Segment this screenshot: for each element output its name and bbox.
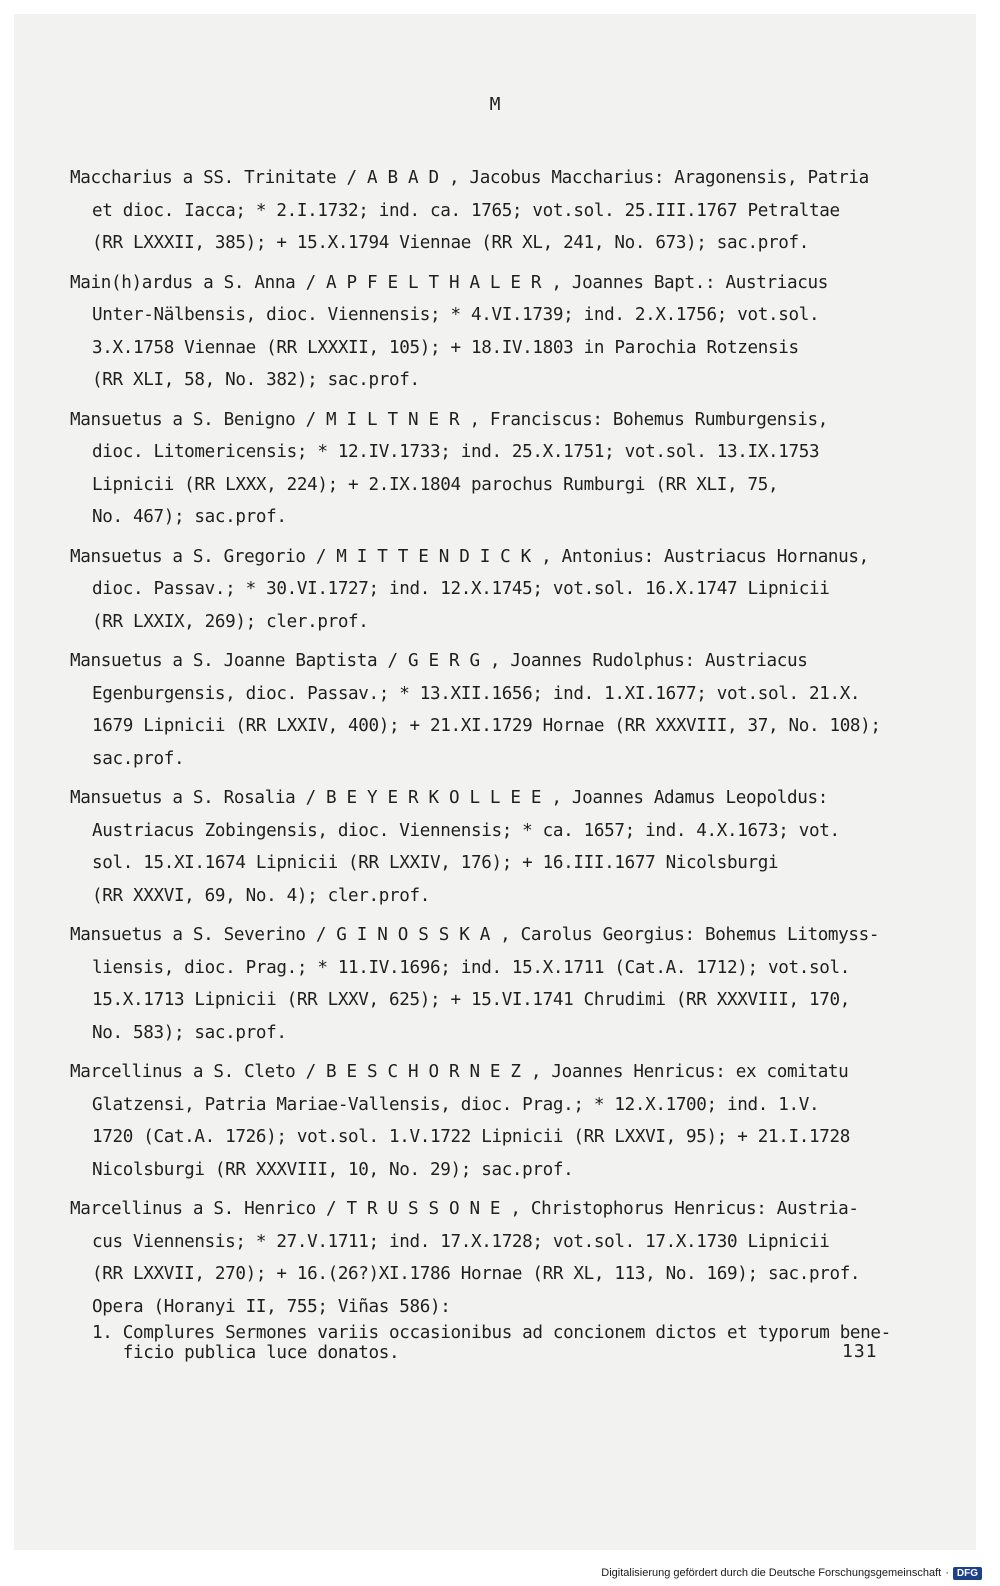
section-letter: M (489, 94, 501, 115)
entry-opera-heading: Opera (Horanyi II, 755; Viñas 586): (92, 1296, 451, 1317)
entry-line: Mansuetus a S. Gregorio / M I T T E N D I C K , Antonius: Austriacus Hornanus, (70, 546, 869, 567)
footer-separator: · (945, 1567, 949, 1579)
entry-ginosska (70, 919, 920, 1049)
entry-line: dioc. Litomericensis; * 12.IV.1733; ind. 25.X.1751; vot.sol. 13.IX.1753 (92, 442, 820, 462)
entry-beyerkollee (70, 782, 920, 912)
entry-abad (70, 162, 920, 260)
entry-line: sol. 15.XI.1674 Lipnicii (RR LXXIV, 176); + 16.III.1677 Nicolsburgi (92, 853, 779, 873)
entry-gerg (70, 645, 920, 775)
entry-line: Marcellinus a S. Henrico / T R U S S O N E , Christophorus Henricus: Austria- (70, 1199, 859, 1219)
entry-line: Mansuetus a S. Severino / G I N O S S K A , Carolus Georgius: Bohemus Litomyss- (70, 925, 880, 945)
entry-line: Mansuetus a S. Rosalia / B E Y E R K O L L E E , Joannes Adamus Leopoldus: (70, 788, 828, 808)
page-number: 131 (842, 1341, 878, 1362)
entry-line: (RR LXXVII, 270); + 16.(26?)XI.1786 Hornae (RR XL, 113, No. 169); sac.prof. (92, 1264, 861, 1284)
entry-line: No. 467); sac.prof. (92, 507, 287, 527)
entry-line: Austriacus Zobingensis, dioc. Viennensis; * ca. 1657; ind. 4.X.1673; vot. (92, 820, 840, 841)
entry-mittendick (70, 541, 920, 639)
entry-line: (RR XLI, 58, No. 382); sac.prof. (92, 370, 420, 390)
entry-line: cus Viennensis; * 27.V.1711; ind. 17.X.1728; vot.sol. 17.X.1730 Lipnicii (92, 1231, 830, 1252)
entry-line: Glatzensi, Patria Mariae-Vallensis, dioc. Prag.; * 12.X.1700; ind. 1.V. (92, 1094, 820, 1115)
entry-trussone (70, 1193, 920, 1363)
entry-line: 3.X.1758 Viennae (RR LXXXII, 105); + 18.IV.1803 in Parochia Rotzensis (92, 337, 799, 358)
entry-line: Main(h)ardus a S. Anna / A P F E L T H A L E R , Joannes Bapt.: Austriacus (70, 272, 828, 293)
entry-line: Maccharius a SS. Trinitate / A B A D , Jacobus Maccharius: Aragonensis, Patria (70, 168, 869, 188)
entry-line: (RR LXXIX, 269); cler.prof. (92, 611, 369, 632)
entry-beschornez (70, 1056, 920, 1186)
entry-line: No. 583); sac.prof. (92, 1022, 287, 1043)
dfg-logo-icon: DFG (953, 1567, 982, 1580)
entry-line: 1720 (Cat.A. 1726); vot.sol. 1.V.1722 Lipnicii (RR LXXVI, 95); + 21.I.1728 (92, 1127, 850, 1147)
entry-line: Mansuetus a S. Benigno / M I L T N E R , Franciscus: Bohemus Rumburgensis, (70, 409, 828, 430)
entry-line: (RR LXXXII, 385); + 15.X.1794 Viennae (RR XL, 241, No. 673); sac.prof. (92, 233, 809, 253)
entry-line: sac.prof. (92, 748, 185, 769)
entry-line: (RR XXXVI, 69, No. 4); cler.prof. (92, 885, 430, 906)
footer-text: Digitalisierung gefördert durch die Deutsche Forschungsgemeinschaft (601, 1567, 942, 1579)
scanned-page (14, 14, 976, 1550)
entry-line: Nicolsburgi (RR XXXVIII, 10, No. 29); sac.prof. (92, 1159, 574, 1180)
entry-line: 15.X.1713 Lipnicii (RR LXXV, 625); + 15.VI.1741 Chrudimi (RR XXXVIII, 170, (92, 990, 850, 1010)
entry-opera-item: 1. Complures Sermones variis occasionibus ad concionem dictos et typorum bene- (92, 1323, 891, 1343)
entry-line: dioc. Passav.; * 30.VI.1727; ind. 12.X.1745; vot.sol. 16.X.1747 Lipnicii (92, 579, 830, 599)
entry-line: Marcellinus a S. Cleto / B E S C H O R N E Z , Joannes Henricus: ex comitatu (70, 1062, 849, 1082)
entry-opera-item: ficio publica luce donatos. (92, 1343, 400, 1363)
entry-list (70, 162, 920, 1370)
entry-line: Unter-Nälbensis, dioc. Viennensis; * 4.VI.1739; ind. 2.X.1756; vot.sol. (92, 305, 820, 325)
entry-line: liensis, dioc. Prag.; * 11.IV.1696; ind. 15.X.1711 (Cat.A. 1712); vot.sol. (92, 957, 850, 978)
entry-line: et dioc. Iacca; * 2.I.1732; ind. ca. 1765; vot.sol. 25.III.1767 Petraltae (92, 200, 840, 221)
entry-line: Lipnicii (RR LXXX, 224); + 2.IX.1804 parochus Rumburgi (RR XLI, 75, (92, 474, 779, 495)
entry-line: 1679 Lipnicii (RR LXXIV, 400); + 21.XI.1729 Hornae (RR XXXVIII, 37, No. 108); (92, 716, 881, 736)
entry-line: Mansuetus a S. Joanne Baptista / G E R G , Joannes Rudolphus: Austriacus (70, 651, 808, 671)
entry-apfelthaler (70, 267, 920, 397)
entry-line: Egenburgensis, dioc. Passav.; * 13.XII.1656; ind. 1.XI.1677; vot.sol. 21.X. (92, 683, 861, 704)
footer-credit (601, 1563, 982, 1583)
entry-miltner (70, 404, 920, 534)
